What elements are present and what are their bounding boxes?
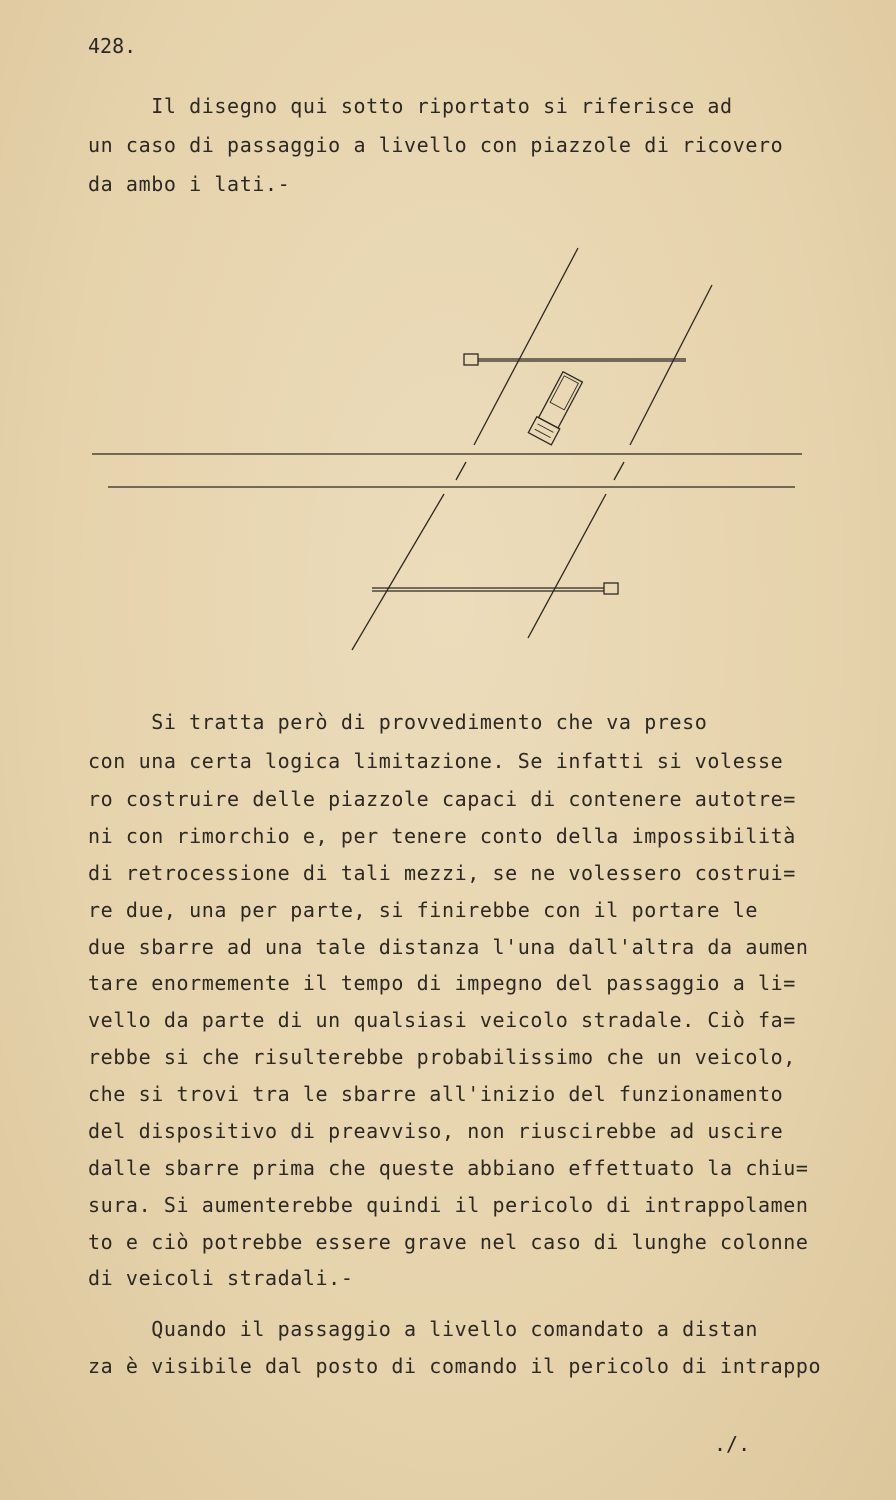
text-line: Si tratta però di provvedimento che va preso [88, 710, 708, 734]
barrier-post-lower [604, 583, 618, 594]
road-edge-left-lower [352, 494, 444, 650]
text-line: di retrocessione di tali mezzi, se ne volessero costrui= [88, 861, 796, 885]
road-edge-right-upper [630, 285, 712, 445]
text-line: dalle sbarre prima che queste abbiano effettuato la chiu= [88, 1156, 809, 1180]
text-line: del dispositivo di preavviso, non riuscirebbe ad uscire [88, 1119, 784, 1143]
text-line: da ambo i lati.- [88, 172, 291, 196]
page-number: 428. [88, 34, 137, 58]
level-crossing-diagram [0, 230, 896, 660]
text-line: di veicoli stradali.- [88, 1266, 354, 1290]
text-line: un caso di passaggio a livello con piazzole di ricovero [88, 133, 784, 157]
text-line: Il disegno qui sotto riportato si riferisce ad [88, 94, 733, 118]
text-line: Quando il passaggio a livello comandato a distan [88, 1317, 758, 1341]
text-line: vello da parte di un qualsiasi veicolo stradale. Ciò fa= [88, 1008, 796, 1032]
text-line: rebbe si che risulterebbe probabilissimo che un veicolo, [88, 1045, 796, 1069]
road-edge-right-mid [614, 462, 624, 480]
text-line: tare enormemente il tempo di impegno del passaggio a li= [88, 971, 796, 995]
text-line: ni con rimorchio e, per tenere conto della impossibilità [88, 824, 796, 848]
barrier-post-upper [464, 354, 478, 365]
text-line: due sbarre ad una tale distanza l'una dall'altra da aumen [88, 935, 809, 959]
road-edge-right-lower [528, 494, 606, 638]
continuation-mark: ./. [714, 1432, 751, 1456]
text-line: ro costruire delle piazzole capaci di contenere autotre= [88, 787, 796, 811]
text-line: re due, una per parte, si finirebbe con il portare le [88, 898, 758, 922]
text-line: sura. Si aumenterebbe quindi il pericolo di intrappolamen [88, 1193, 809, 1217]
road-edge-left-mid [456, 462, 466, 480]
vehicle-icon [528, 371, 584, 445]
text-line: to e ciò potrebbe essere grave nel caso di lunghe colonne [88, 1230, 809, 1254]
text-line: za è visibile dal posto di comando il pericolo di intrappo [88, 1354, 822, 1378]
road-edge-left-upper [474, 248, 578, 445]
text-line: che si trovi tra le sbarre all'inizio del funzionamento [88, 1082, 784, 1106]
text-line: con una certa logica limitazione. Se infatti si volesse [88, 749, 784, 773]
